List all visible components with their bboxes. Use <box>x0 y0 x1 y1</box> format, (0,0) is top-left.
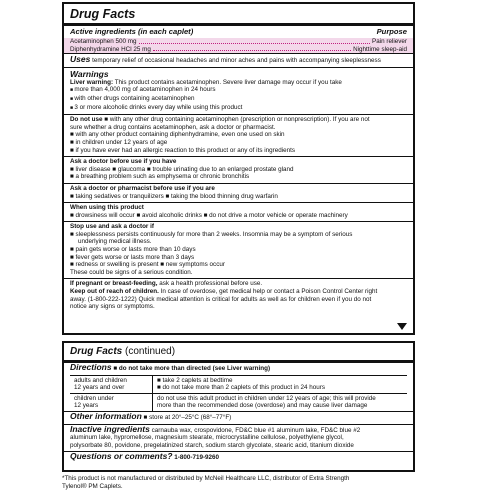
ingredients-list <box>64 38 413 53</box>
table-row: adults and children 12 years and over ■ take 2 caplets at bedtime ■ do not take more than 2 caplets of this product in 24 hours <box>70 375 407 393</box>
ask-pharmacist-section: Ask a doctor or pharmacist before use if you are ■ taking sedatives or tranquilizers ■ taking the blood thinning drug warfarin <box>70 184 278 200</box>
liver-bullet: ■ 3 or more alcoholic drinks every day while using this product <box>70 104 407 113</box>
continued-arrow-icon <box>397 323 407 330</box>
uses-section: Uses temporary relief of occasional headaches and minor aches and pains with accompanying sleeplessness <box>70 54 381 65</box>
directions-section: Directions ■ do not take more than directed (see Liver warning) <box>70 362 271 372</box>
directions-table <box>70 375 407 411</box>
liver-bullet: ■ with other drugs containing acetaminophen <box>70 95 407 104</box>
drug-facts-continued-panel <box>62 341 415 472</box>
stop-use-section: Stop use and ask a doctor if ■ sleeplessness persists continuously for more than 2 weeks. Insomnia may be a symptom of serious underlying medical illness. ■ pain gets worse or lasts more than 10 days ■ fever gets worse or lasts more than 3 days ■ redness or swelling is present ■ new symptoms occur These could be signs of a serious condition. <box>70 223 353 276</box>
warnings-section: Warnings Liver warning: This product contains acetaminophen. Severe liver damage may occur if you take ■ more than 4,000 mg of acetaminophen in 24 hours ■ with other drugs containing acetaminophen ■ 3 or more alcoholic drinks every day while using this product <box>64 68 413 114</box>
inactive-ingredients-section: Inactive ingredients carnauba wax, crospovidone, FD&C blue #1 aluminum lake, FD&C blue #2 aluminum lake, hypromellose, magnesium stearate, microcrystalline cellulose, polyethylene glycol, polysorbate 80, povidone, pregelatinized starch, sodium starch glycolate, stearic acid, titanium dioxide <box>70 423 361 449</box>
other-information-section: Other information ■ store at 20°–25°C (68°–77°F) <box>70 410 232 421</box>
drug-facts-panel <box>62 2 415 335</box>
ingredient-row: Acetaminophen 500 mg Pain reliever <box>70 38 407 45</box>
table-row: children under 12 years do not use this adult product in children under 12 years of age; this will provide more than the recommended dose (overdose) and may cause liver damage <box>70 393 407 411</box>
do-not-use-section: Do not use ■ with any other drug containing acetaminophen (prescription or nonprescription). If you are not sure whether a drug contains acetaminophen, ask a doctor or pharmacist. ■ with any other product containing diphenhydramine, even one used on skin ■ in children under 12 years of age ■ if you have ever had an allergic reaction to this product or any of its ingredients <box>70 116 370 154</box>
active-ingredients-header: Active ingredients (in each caplet) Purpose <box>70 27 407 36</box>
questions-section: Questions or comments? 1-800-719-9260 <box>70 451 220 462</box>
drug-facts-title: Drug Facts <box>70 7 136 21</box>
manufacturer-disclaimer: *This product is not manufactured or distributed by McNeil Healthcare LLC, distributor of Extra Strength Tylenol® PM Caplets. <box>62 475 350 490</box>
ask-doctor-section: Ask a doctor before use if you have ■ liver disease ■ glaucoma ■ trouble urinating due to an enlarged prostate gland ■ a breathing problem such as emphysema or chronic bronchitis <box>70 158 294 181</box>
ingredient-row: Diphenhydramine HCl 25 mg Nighttime sleep-aid <box>70 45 407 53</box>
drug-facts-continued-title: Drug Facts (continued) <box>70 346 176 357</box>
pregnancy-keep-out-section: If pregnant or breast-feeding, ask a health professional before use. Keep out of reach of children. In case of overdose, get medical help or contact a Poison Control Center right away. (1-800-222-1222) Quick medical attention is critical for adults as well as for children even if you do not notice any signs or symptoms. <box>70 280 378 311</box>
when-using-section: When using this product ■ drowsiness will occur ■ avoid alcoholic drinks ■ do not drive a motor vehicle or operate machinery <box>70 204 348 219</box>
liver-bullet: ■ more than 4,000 mg of acetaminophen in 24 hours <box>70 86 407 95</box>
